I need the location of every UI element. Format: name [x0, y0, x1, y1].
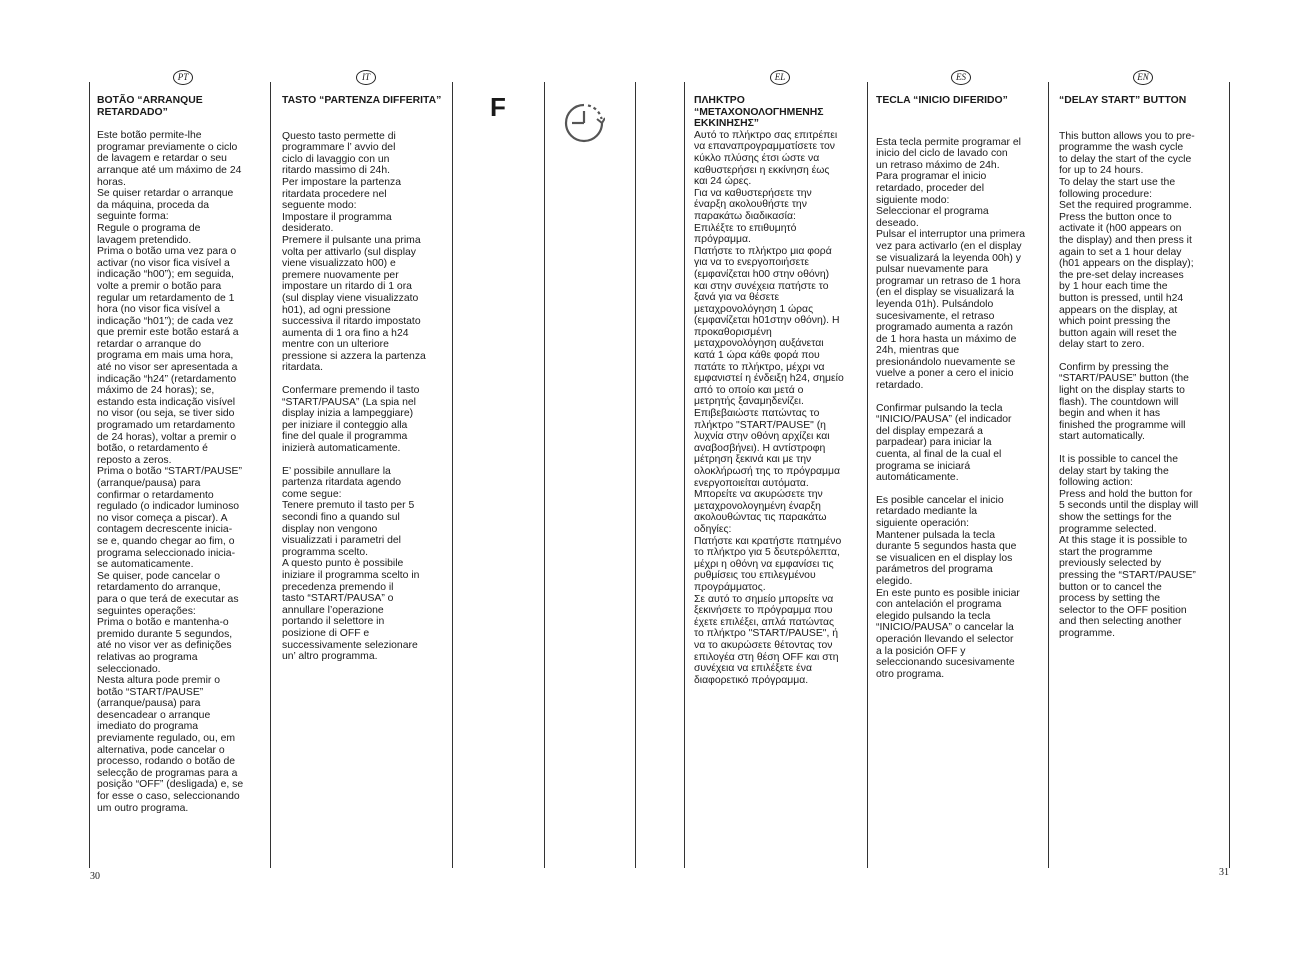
paragraph: This button allows you to pre- programme the wash cycle to delay the start of the cycle for up to 24 hours. To delay the start use the following procedure: Set the required programme. Press the button once to activate it (h00 appears on the display) and then press it again to set a 1 hour delay (h01 appears on the display); the pre-set delay increases by 1 hour each time the button is pressed, until h24 appears on the display, at which point pressing the button again will reset the delay start to zero.	[1059, 130, 1195, 351]
language-badge-es: ES	[951, 70, 971, 85]
section-letter: F	[490, 92, 506, 122]
paragraph: Questo tasto permette di programmare l’ avvio del ciclo di lavaggio con un ritardo massimo di 24h. Per impostare la partenza ritardata procedere nel seguente modo: Impostare il programma desiderato. Premere il pulsante una prima volta per attivarlo (sul display viene visualizzato h00) e premere nuovamente per impostare un ritardo di 1 ora (sul display viene visualizzato h01), ad ogni pressione successiva il ritardo impostato aumenta di 1 ora fino a h24 mentre con un ulteriore pressione si azzera la partenza ritardata.	[282, 130, 426, 374]
paragraph: Confirmar pulsando la tecla “INICIO/PAUSA” (el indicador del display empezará a parpadear) para iniciar la cuenta, al final de la cual el programa se iniciará automáticamente.	[876, 402, 1012, 484]
column-divider	[544, 82, 545, 868]
language-badge-it: IT	[356, 70, 376, 85]
paragraph: Confermare premendo il tasto “START/PAUSA” (La spia nel display inizia a lampeggiare) per iniziare il conteggio alla fine del quale il programma inizierà automaticamente.	[282, 385, 420, 455]
column-divider	[684, 82, 685, 868]
column-divider	[89, 82, 90, 868]
page-number-right: 31	[1219, 867, 1229, 878]
paragraph: Confirm by pressing the “START/PAUSE” button (the light on the display starts to flash). The countdown will begin and when it has finished the programme will start automatically.	[1059, 361, 1189, 443]
column-divider	[867, 82, 868, 868]
paragraph: E’ possibile annullare la partenza ritardata agendo come segue: Tenere premuto il tasto per 5 secondi fino a quando sul display non vengono visualizzati i parametri del programma scelto. A questo punto è possibile iniziare il programma scelto in precedenza premendo il tasto “START/PAUSA” o annullare l’operazione portando il selettore in posizione di OFF e successivamente selezionare un’ altro programma.	[282, 465, 420, 663]
paragraph: Este botão permite-lhe programar previamente o ciclo de lavagem e retardar o seu arranque até um máximo de 24 horas. Se quiser retardar o arranque da máquina, proceda da seguinte forma: Regule o programa de lavagem pretendido. Prima o botão uma vez para o activar (no visor fica visível a indicação “h00”); em seguida, volte a premir o botão para regular um retardamento de 1 hora (no visor fica visível a indicação “h01”); de cada vez que premir este botão estará a retardar o arranque do programa em mais uma hora, até no visor ser apresentada a indicação “h24” (retardamento máximo de 24 horas); se, estando esta indicação visível no visor (ou seja, se tiver sido programado um retardamento de 24 horas), voltar a premir o botão, o retardamento é reposto a zeros. Prima o botão “START/PAUSE” (arranque/pausa) para confirmar o retardamento regulado (o indicador luminoso no visor começa a piscar). A contagem decrescente inicia- se e, quando chegar ao fim, o programa seleccionado inicia- se automaticamente. Se quiser, pode cancelar o retardamento do arranque, para o que terá de executar as seguintes operações: Prima o botão e mantenha-o premido durante 5 segundos, até no visor ver as definições relativas ao programa seleccionado. Nesta altura pode premir o botão “START/PAUSE” (arranque/pausa) para desencadear o arranque imediato do programa previamente regulado, ou, em alternativa, pode cancelar o processo, rodando o botão de selecção de programas para a posição “OFF” (desligada) e, se for esse o caso, seleccionando um outro programa.	[97, 130, 244, 814]
column-divider	[270, 82, 271, 868]
column-divider	[452, 82, 453, 868]
paragraph: Esta tecla permite programar el inicio del ciclo de lavado con un retraso máximo de 24h. Para programar el inicio retardado, proceder del siguiente modo: Seleccionar el programa deseado. Pulsar el interruptor una primera vez para activarlo (en el display se visualizará la leyenda 00h) y pulsar nuevamente para programar un retraso de 1 hora (en el display se visualizará la leyenda 01h). Pulsándolo sucesivamente, el retraso programado aumenta a razón de 1 hora hasta un máximo de 24h, mientras que presionándolo nuevamente se vuelve a poner a cero el inicio retardado.	[876, 136, 1026, 392]
column-pt	[97, 70, 269, 825]
paragraph: Es posible cancelar el inicio retardado mediante la siguiente operación: Mantener pulsada la tecla durante 5 segundos hasta que se visualicen en el display los parámetros del programa elegido. En este punto es posible iniciar con antelación el programa elegido pulsando la tecla “INICIO/PAUSA” o cancelar la operación llevando el selector a la posición OFF y seleccionando sucesivamente otro programa.	[876, 494, 1020, 680]
column-el	[694, 70, 866, 697]
language-badge-en: EN	[1133, 70, 1153, 85]
clock-arrow-icon	[563, 102, 605, 144]
section-title-pt: BOTÃO “ARRANQUE RETARDADO”	[97, 95, 203, 118]
section-title-it: TASTO “PARTENZA DIFFERITA”	[282, 95, 442, 106]
column-it	[282, 70, 450, 674]
column-es	[876, 70, 1046, 691]
column-divider	[1048, 82, 1049, 868]
section-title-en: “DELAY START” BUTTON	[1059, 95, 1187, 106]
section-title-es: TECLA “INICIO DIFERIDO”	[876, 95, 1008, 106]
section-title-el: ΠΛΗΚΤΡΟ “ΜΕΤΑΧΟΝΟΛΟΓΗΜΕΝΗΣ ΕΚΚΙΝΗΣΗΣ”	[694, 95, 824, 130]
column-en	[1059, 70, 1227, 651]
page-number-left: 30	[90, 871, 100, 882]
paragraph: It is possible to cancel the delay start by taking the following action: Press and hold the button for 5 seconds until the display will show the settings for the programme selected. At this stage it is possible to start the programme previously selected by pressing the “START/PAUSE” button or to cancel the process by setting the selector to the OFF position and then selecting another programme.	[1059, 454, 1199, 639]
column-divider	[635, 82, 636, 868]
column-divider	[1229, 82, 1230, 868]
language-badge-el: EL	[770, 70, 790, 85]
language-badge-pt: PT	[173, 70, 193, 85]
paragraph: Αυτό το πλήκτρο σας επιτρέπει να επαναπρογραμματίσετε τον κύκλο πλύσης έτσι ώστε να καθυστερήσει η εκκίνηση έως και 24 ώρες. Για να καθυστερήσετε την έναρξη ακολουθήστε την παρακάτω διαδικασία: Επιλέξτε το επιθυμητό πρόγραμμα. Πατήστε το πλήκτρο μια φορά για να το ενεργοποιήσετε (εμφανίζεται h00 στην οθόνη) και στην συνέχεια πατήστε το ξανά για να θέσετε μεταχρονολόγηση 1 ώρας (εμφανίζεται h01στην οθόνη). Η προκαθορισμένη μεταχρονολόγηση αυξάνεται κατά 1 ώρα κάθε φορά που πατάτε το πλήκτρο, μέχρι να εμφανιστεί η ένδειξη h24, σημείο από το οποίο και μετά ο μετρητής ξαναμηδενίζει. Επιβεβαιώστε πατώντας το πλήκτρο "START/PAUSE" (η λυχνία στην οθόνη αρχίζει και αναβοσβήνει). Η αντίστροφη μέτρηση ξεκινά και με την ολοκλήρωσή της το πρόγραμμα ενεργοποιείται αυτόματα. Μπορείτε να ακυρώσετε την μεταχρονολογημένη έναρξη ακολουθώντας τις παρακάτω οδηγίες: Πατήστε και κρατήστε πατημένο το πλήκτρο για 5 δευτερόλεπτα, μέχρι η οθόνη να εμφανίσει τις ρυθμίσεις του επιλεγμένου προγράμματος. Σε αυτό το σημείο μπορείτε να ξεκινήσετε το πρόγραμμα που έχετε επιλέξει, απλά πατώντας το πλήκτρο "START/PAUSE", ή να το ακυρώσετε θέτοντας τον επιλογέα στη θέση OFF και στη συνέχεια να επιλέξετε ένα διαφορετικό πρόγραμμα.	[694, 129, 844, 686]
